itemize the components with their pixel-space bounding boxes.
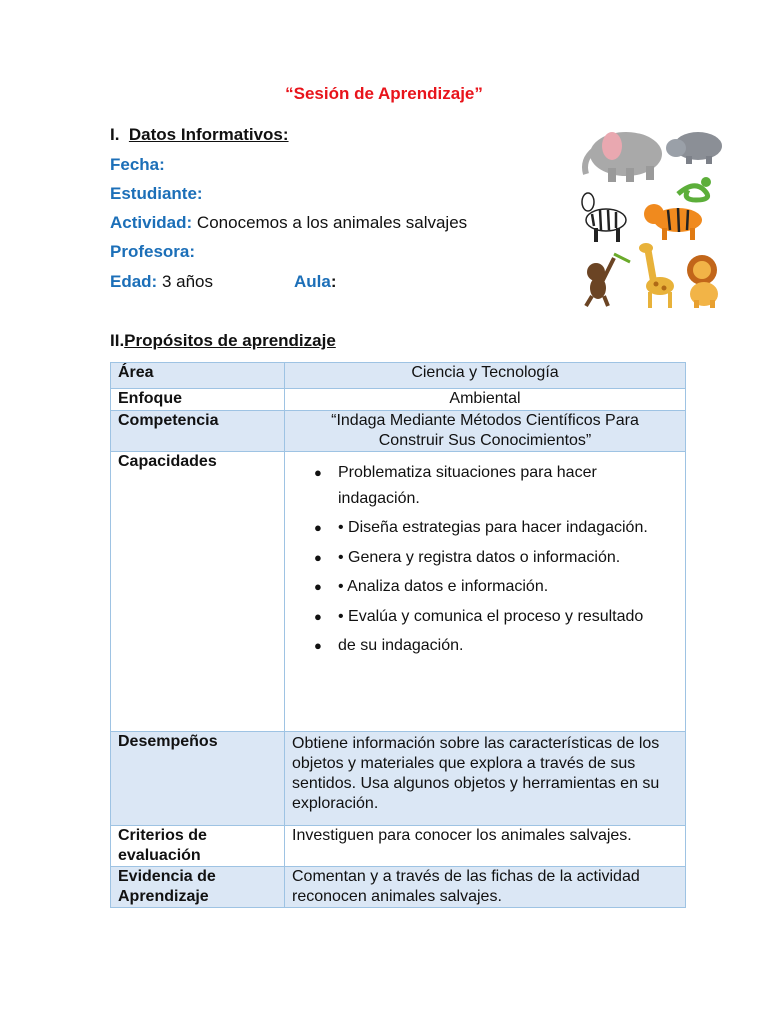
- profesora-label: Profesora:: [110, 242, 196, 261]
- capacidades-list: [292, 452, 678, 675]
- list-item: ● de su indagación.: [292, 633, 678, 659]
- hippo-icon: [666, 132, 722, 164]
- fecha-line: [110, 155, 165, 175]
- table-row: [111, 363, 686, 389]
- competencia-line-2: Construir Sus Conocimientos”: [378, 432, 592, 449]
- actividad-label: Actividad:: [110, 213, 193, 232]
- table-row: [111, 452, 686, 732]
- section-number: I.: [110, 125, 120, 144]
- competencia-line-1: “Indaga Mediante Métodos Científicos Para: [331, 412, 639, 429]
- competencia-key: Competencia: [111, 411, 285, 452]
- area-value: Ciencia y Tecnología: [285, 363, 686, 389]
- section-heading-propositos: [110, 331, 336, 351]
- evidencia-value: Comentan y a través de las fichas de la actividad reconocen animales salvajes.: [285, 867, 686, 908]
- capacidades-value: [285, 452, 686, 732]
- estudiante-label: Estudiante:: [110, 184, 203, 203]
- tiger-icon: [644, 204, 702, 240]
- evidencia-key: Evidencia de Aprendizaje: [111, 867, 285, 908]
- aula-label: Aula: [294, 272, 331, 291]
- edad-line: [110, 272, 213, 292]
- estudiante-line: [110, 184, 203, 204]
- wild-animals-illustration: [574, 124, 726, 310]
- enfoque-value: Ambiental: [285, 389, 686, 411]
- propositos-table: [110, 362, 686, 908]
- profesora-line: [110, 242, 195, 262]
- document-title: “Sesión de Aprendizaje”: [285, 84, 483, 103]
- desempenos-key: Desempeños: [111, 732, 285, 826]
- monkey-icon: [586, 254, 630, 306]
- table-row: [111, 732, 686, 826]
- edad-value: 3 años: [161, 272, 214, 291]
- criterios-value: Investiguen para conocer los animales salvajes.: [285, 826, 686, 867]
- list-item: ● Problematiza situaciones para hacer indagación.: [292, 460, 678, 511]
- table-row: [111, 389, 686, 411]
- list-item: ● • Diseña estrategias para hacer indagación.: [292, 515, 678, 541]
- lion-icon: [687, 255, 718, 308]
- section-title: Datos Informativos:: [128, 125, 289, 144]
- fecha-label: Fecha:: [110, 155, 165, 174]
- elephant-icon: [585, 132, 662, 182]
- table-row: [111, 867, 686, 908]
- capacidades-key: Capacidades: [111, 452, 285, 732]
- list-item: ● • Evalúa y comunica el proceso y resultado: [292, 604, 678, 630]
- actividad-value: Conocemos a los animales salvajes: [196, 213, 468, 232]
- desempenos-value: Obtiene información sobre las características de los objetos y materiales que explora a través de sus sentidos. Usa algunos objetos y herramientas en su exploración.: [285, 732, 686, 826]
- giraffe-icon: [639, 243, 674, 308]
- table-row: [111, 411, 686, 452]
- actividad-line: [110, 213, 467, 233]
- snake-icon: [678, 177, 711, 200]
- zebra-icon: [582, 193, 626, 242]
- aula-line: [294, 272, 337, 292]
- section-title: Propósitos de aprendizaje: [124, 331, 336, 350]
- list-item: ● • Genera y registra datos o información.: [292, 545, 678, 571]
- area-key: Área: [111, 363, 285, 389]
- edad-label: Edad:: [110, 272, 158, 291]
- competencia-value: [285, 411, 686, 452]
- aula-colon: :: [330, 272, 337, 291]
- section-number: II.: [110, 331, 125, 350]
- table-row: [111, 826, 686, 867]
- section-heading-datos: [110, 125, 289, 145]
- criterios-key: Criterios de evaluación: [111, 826, 285, 867]
- enfoque-key: Enfoque: [111, 389, 285, 411]
- list-item: ● • Analiza datos e información.: [292, 574, 678, 600]
